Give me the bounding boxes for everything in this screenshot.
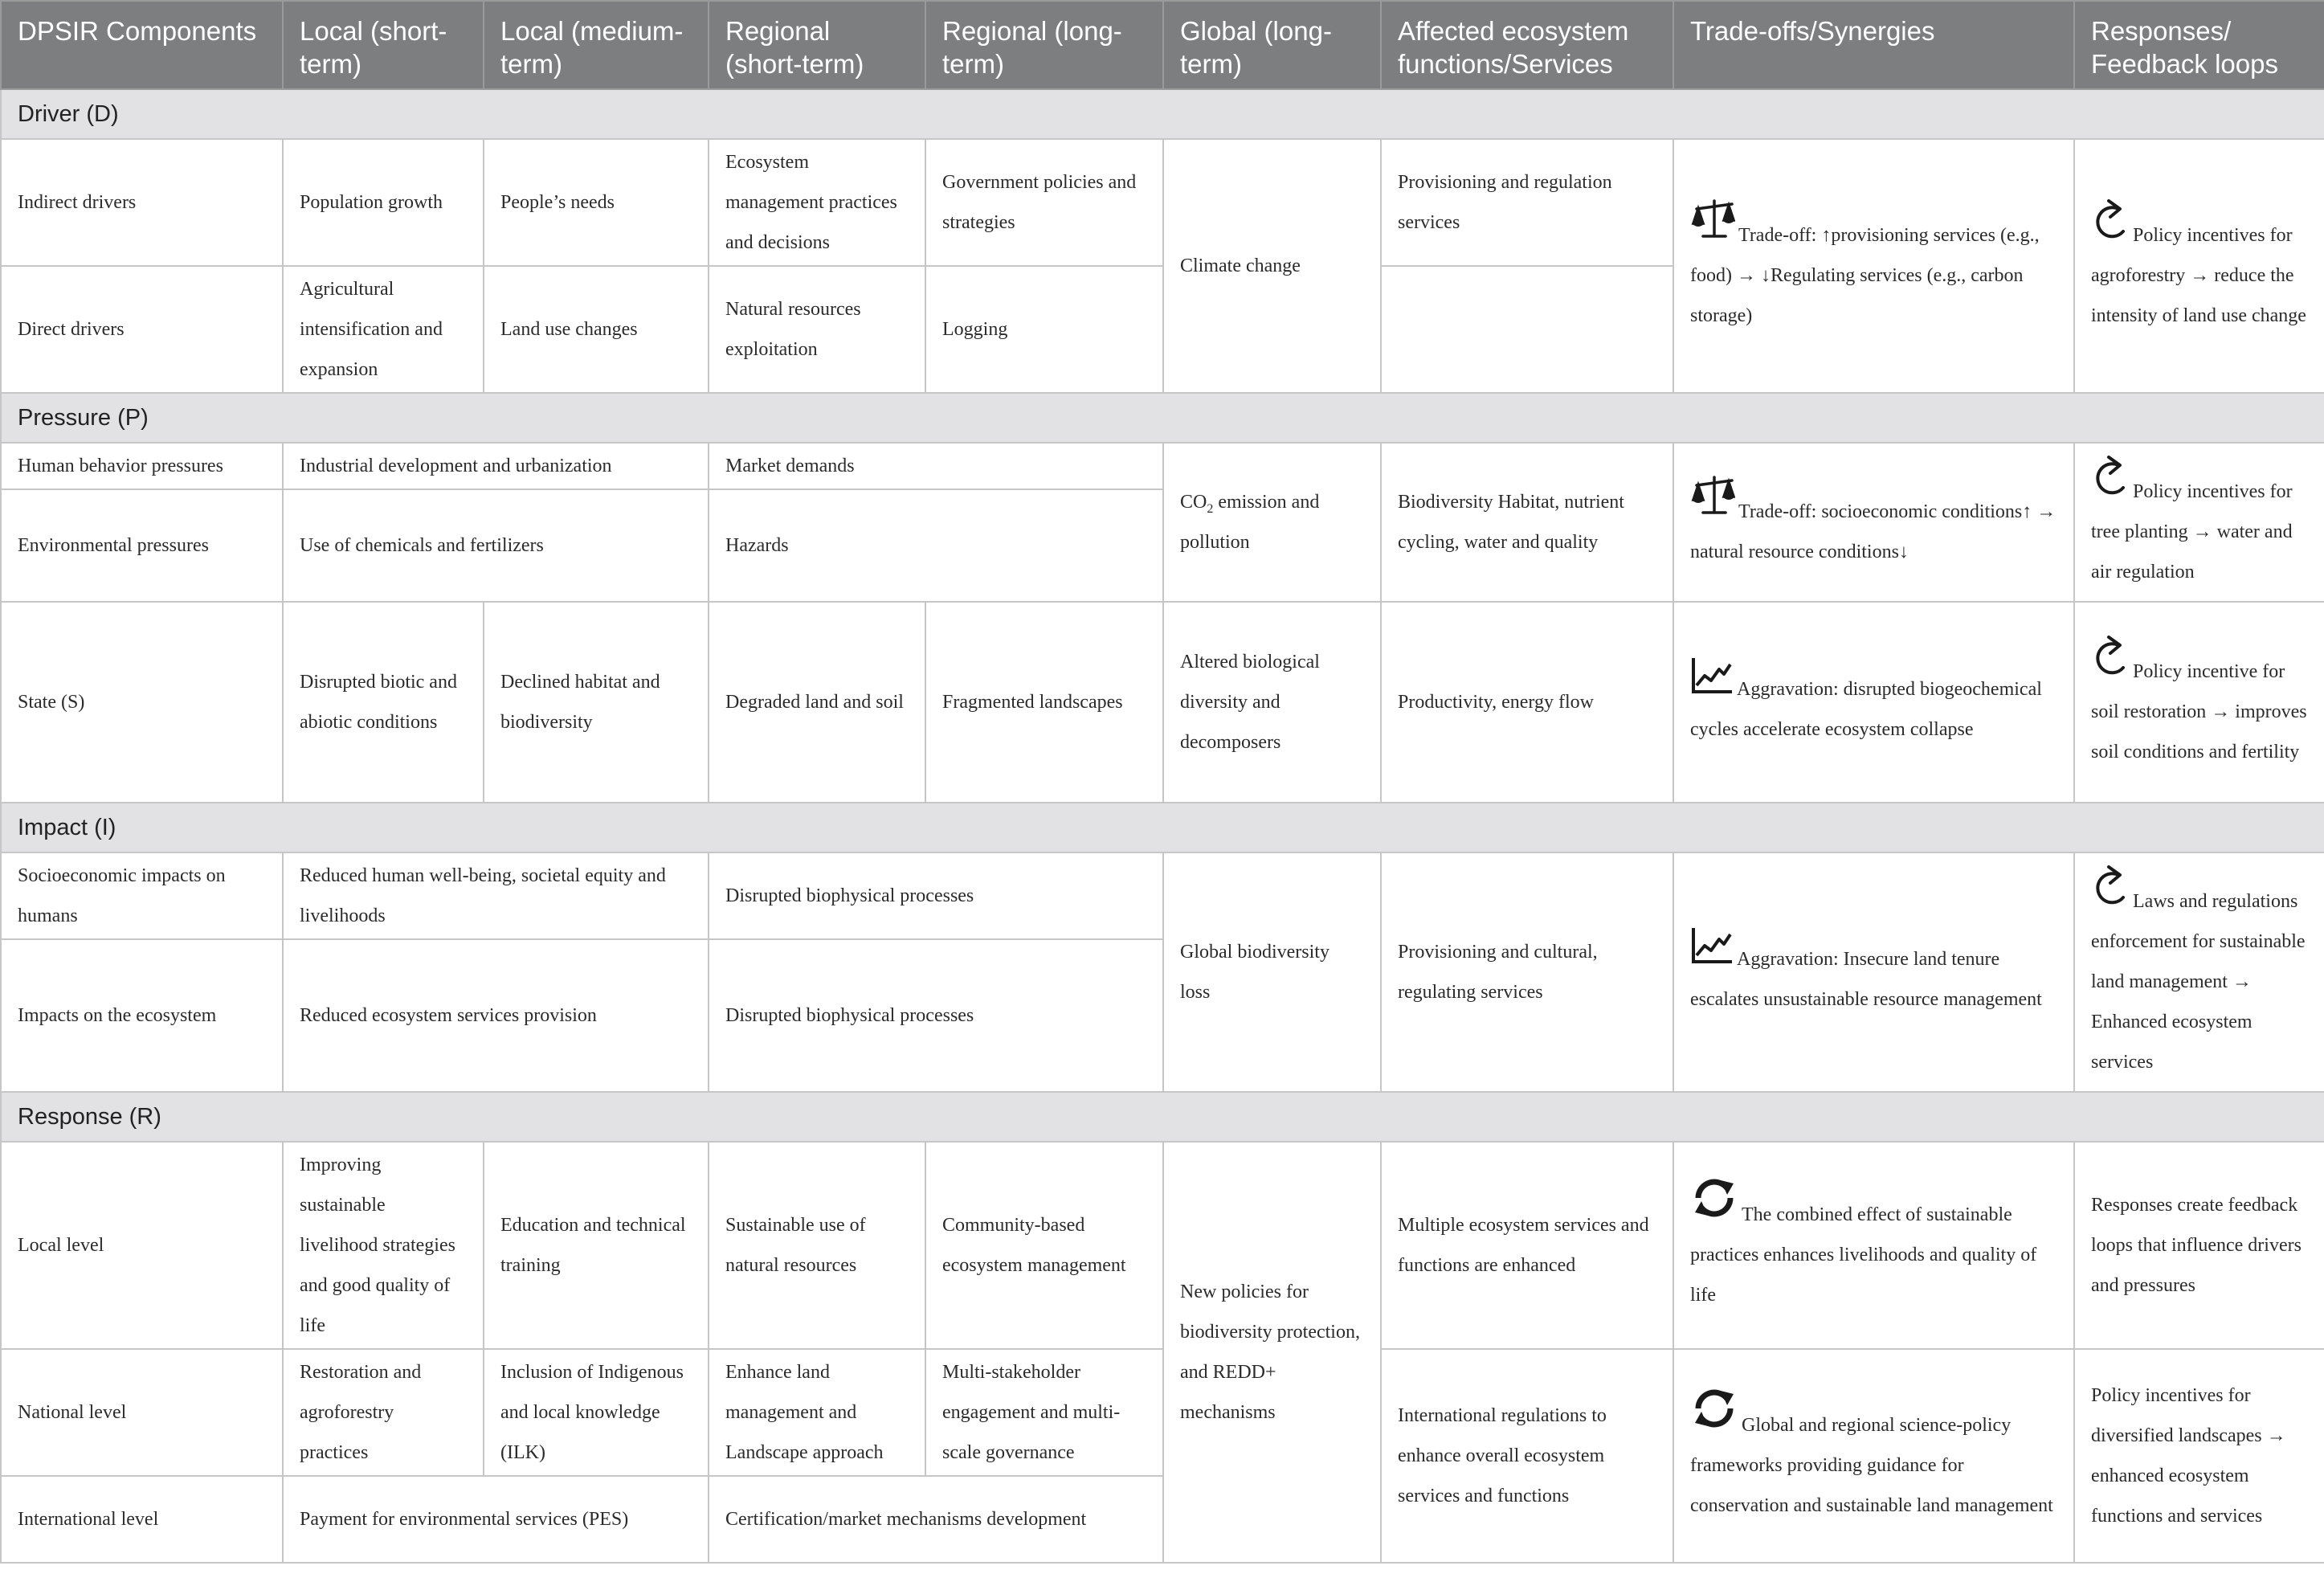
- local-level-synergy-text: The combined effect of sustainable practices enhances livelihoods and quality of life: [1690, 1204, 2037, 1306]
- table-row-state: [1, 602, 2324, 803]
- table-row-local-level: [1, 1142, 2324, 1349]
- pressure-response-text: Policy incentives for tree planting → water and air regulation: [2091, 481, 2293, 583]
- cell-state-response: [2074, 602, 2324, 803]
- balance-scale-icon: [1690, 196, 1735, 241]
- table-row-human-behavior: [1, 443, 2324, 489]
- state-response-text: Policy incentive for soil restoration → improves soil conditions and fertility: [2091, 661, 2307, 762]
- row-label-international-level: International level: [1, 1476, 283, 1563]
- cell-national-local-medium: Inclusion of Indigenous and local knowledge (ILK): [484, 1349, 709, 1476]
- state-tradeoff-text: Aggravation: disrupted biogeochemical cycles accelerate ecosystem collapse: [1690, 679, 2042, 740]
- section-row-response: [1, 1092, 2324, 1142]
- section-row-impact: [1, 803, 2324, 852]
- section-title-impact: Impact (I): [1, 803, 2324, 852]
- section-title-response: Response (R): [1, 1092, 2324, 1142]
- redo-arrow-icon: [2091, 196, 2130, 241]
- cell-socio-local: Reduced human well-being, societal equity and livelihoods: [283, 852, 709, 939]
- cell-indirect-local-short: Population growth: [283, 139, 484, 266]
- cell-environmental-local: Use of chemicals and fertilizers: [283, 489, 709, 602]
- cell-state-global: Altered biological diversity and decomposers: [1163, 602, 1381, 803]
- cell-driver-tradeoff: [1673, 139, 2074, 393]
- pressure-global-co: CO: [1180, 492, 1207, 513]
- balance-scale-icon: [1690, 472, 1735, 517]
- cell-direct-regional-short: Natural resources exploitation: [709, 266, 925, 393]
- header-local-short: Local (short-term): [283, 1, 484, 89]
- cell-local-level-services: Multiple ecosystem services and functions are enhanced: [1381, 1142, 1673, 1349]
- cell-environmental-regional: Hazards: [709, 489, 1163, 602]
- header-regional-short: Regional (short-term): [709, 1, 925, 89]
- row-label-indirect-drivers: Indirect drivers: [1, 139, 283, 266]
- cell-pressure-services: Biodiversity Habitat, nutrient cycling, water and quality: [1381, 443, 1673, 602]
- cell-international-local: Payment for environmental services (PES): [283, 1476, 709, 1563]
- section-title-driver: Driver (D): [1, 89, 2324, 139]
- header-tradeoffs: Trade-offs/Synergies: [1673, 1, 2074, 89]
- cell-state-services: Productivity, energy flow: [1381, 602, 1673, 803]
- cell-national-regional-long: Multi-stakeholder engagement and multi-scale governance: [925, 1349, 1163, 1476]
- impact-tradeoff-text: Aggravation: Insecure land tenure escalates unsustainable resource management: [1690, 949, 2042, 1010]
- pressure-tradeoff-text: Trade-off: socioeconomic conditions↑ → natural resource conditions↓: [1690, 501, 2056, 562]
- header-global-long: Global (long-term): [1163, 1, 1381, 89]
- header-local-medium: Local (medium-term): [484, 1, 709, 89]
- cell-direct-services-empty: [1381, 266, 1673, 393]
- sync-arrows-icon: [1690, 1386, 1738, 1431]
- redo-arrow-icon: [2091, 452, 2130, 497]
- row-label-environmental: Environmental pressures: [1, 489, 283, 602]
- table-row-indirect-drivers: [1, 139, 2324, 266]
- row-label-state: State (S): [1, 602, 283, 803]
- cell-eco-local: Reduced ecosystem services provision: [283, 939, 709, 1092]
- trend-chart-icon: [1690, 655, 1734, 695]
- national-synergy-text: Global and regional science-policy frameworks providing guidance for conservation and sustainable land management: [1690, 1415, 2053, 1516]
- driver-response-text: Policy incentives for agroforestry → reduce the intensity of land use change: [2091, 225, 2306, 326]
- cell-pressure-tradeoff: [1673, 443, 2074, 602]
- impact-response-text: Laws and regulations enforcement for sustainable land management → Enhanced ecosystem services: [2091, 891, 2306, 1073]
- cell-local-level-regional-long: Community-based ecosystem management: [925, 1142, 1163, 1349]
- header-regional-long: Regional (long-term): [925, 1, 1163, 89]
- cell-indirect-services: Provisioning and regulation services: [1381, 139, 1673, 266]
- cell-impact-tradeoff: [1673, 852, 2074, 1092]
- cell-impact-global: Global biodiversity loss: [1163, 852, 1381, 1092]
- cell-local-level-response: Responses create feedback loops that influence drivers and pressures: [2074, 1142, 2324, 1349]
- cell-pressure-response: [2074, 443, 2324, 602]
- row-label-socioeconomic: Socioeconomic impacts on humans: [1, 852, 283, 939]
- redo-arrow-icon: [2091, 862, 2130, 907]
- cell-local-level-regional-short: Sustainable use of natural resources: [709, 1142, 925, 1349]
- sync-arrows-icon: [1690, 1175, 1738, 1220]
- header-affected-services: Affected ecosystem functions/Services: [1381, 1, 1673, 89]
- cell-human-local: Industrial development and urbanization: [283, 443, 709, 489]
- pressure-global-subscript: 2: [1207, 501, 1214, 516]
- cell-state-local-short: Disrupted biotic and abiotic conditions: [283, 602, 484, 803]
- cell-driver-global: Climate change: [1163, 139, 1381, 393]
- row-label-human-behavior: Human behavior pressures: [1, 443, 283, 489]
- cell-response-global: New policies for biodiversity protection, and REDD+ mechanisms: [1163, 1142, 1381, 1563]
- row-label-ecosystem-impacts: Impacts on the ecosystem: [1, 939, 283, 1092]
- cell-national-regional-short: Enhance land management and Landscape approach: [709, 1349, 925, 1476]
- cell-direct-regional-long: Logging: [925, 266, 1163, 393]
- row-label-national-level: National level: [1, 1349, 283, 1476]
- redo-arrow-icon: [2091, 632, 2130, 677]
- header-row: [1, 1, 2324, 89]
- cell-national-services: International regulations to enhance overall ecosystem services and functions: [1381, 1349, 1673, 1563]
- cell-state-regional-long: Fragmented landscapes: [925, 602, 1163, 803]
- cell-national-response: Policy incentives for diversified landscapes → enhanced ecosystem functions and services: [2074, 1349, 2324, 1563]
- cell-impact-services: Provisioning and cultural, regulating services: [1381, 852, 1673, 1092]
- cell-indirect-local-medium: People’s needs: [484, 139, 709, 266]
- cell-local-level-local-medium: Education and technical training: [484, 1142, 709, 1349]
- section-row-pressure: [1, 393, 2324, 443]
- row-label-local-level: Local level: [1, 1142, 283, 1349]
- cell-national-local-short: Restoration and agroforestry practices: [283, 1349, 484, 1476]
- cell-direct-local-medium: Land use changes: [484, 266, 709, 393]
- cell-driver-response: [2074, 139, 2324, 393]
- cell-national-synergy: [1673, 1349, 2074, 1563]
- cell-indirect-regional-long: Government policies and strategies: [925, 139, 1163, 266]
- cell-state-local-medium: Declined habitat and biodiversity: [484, 602, 709, 803]
- cell-local-level-synergy: [1673, 1142, 2074, 1349]
- cell-indirect-regional-short: Ecosystem management practices and decisions: [709, 139, 925, 266]
- cell-eco-regional: Disrupted biophysical processes: [709, 939, 1163, 1092]
- header-responses: Responses/ Feedback loops: [2074, 1, 2324, 89]
- section-title-pressure: Pressure (P): [1, 393, 2324, 443]
- cell-pressure-global: [1163, 443, 1381, 602]
- cell-local-level-local-short: Improving sustainable livelihood strategies and good quality of life: [283, 1142, 484, 1349]
- table-row-socioeconomic: [1, 852, 2324, 939]
- row-label-direct-drivers: Direct drivers: [1, 266, 283, 393]
- section-row-driver: [1, 89, 2324, 139]
- cell-human-regional: Market demands: [709, 443, 1163, 489]
- table-row-national-level: [1, 1349, 2324, 1476]
- cell-socio-regional: Disrupted biophysical processes: [709, 852, 1163, 939]
- driver-tradeoff-text: Trade-off: ↑provisioning services (e.g., food) → ↓Regulating services (e.g., carbon storage): [1690, 225, 2040, 326]
- cell-state-tradeoff: [1673, 602, 2074, 803]
- cell-state-regional-short: Degraded land and soil: [709, 602, 925, 803]
- pressure-global-rest: emission and pollution: [1180, 492, 1320, 553]
- cell-international-regional: Certification/market mechanisms development: [709, 1476, 1163, 1563]
- cell-direct-local-short: Agricultural intensification and expansion: [283, 266, 484, 393]
- cell-impact-response: [2074, 852, 2324, 1092]
- trend-chart-icon: [1690, 925, 1734, 965]
- header-dpsir-components: DPSIR Components: [1, 1, 283, 89]
